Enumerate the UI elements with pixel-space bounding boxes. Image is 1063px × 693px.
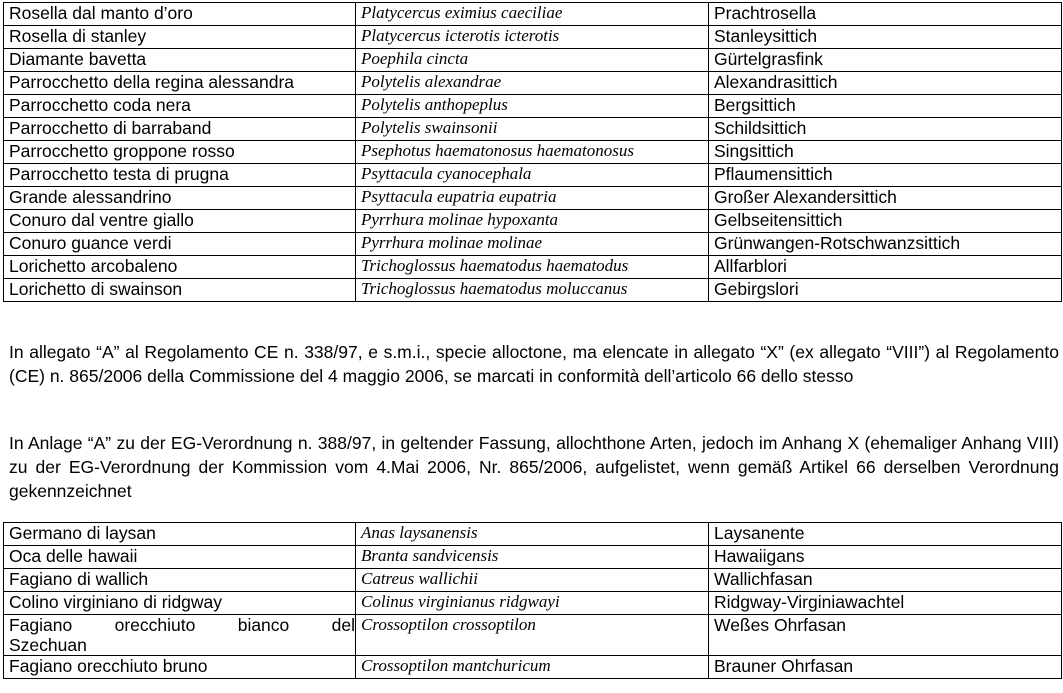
table-row <box>4 26 1062 49</box>
italian-name-cell: Parrocchetto coda nera <box>4 95 356 118</box>
table-row <box>4 141 1062 164</box>
german-name-cell: Allfarblori <box>709 256 1062 279</box>
german-name-cell: Brauner Ohrfasan <box>709 656 1062 679</box>
table-row <box>4 72 1062 95</box>
german-name-cell: Laysanente <box>709 523 1062 546</box>
scientific-name-cell: Psyttacula cyanocephala <box>356 164 709 187</box>
species-table-2 <box>3 522 1062 679</box>
scientific-name-cell: Trichoglossus haematodus moluccanus <box>356 279 709 302</box>
italian-name-cell: Grande alessandrino <box>4 187 356 210</box>
italian-name-cell: Oca delle hawaii <box>4 546 356 569</box>
table-row <box>4 615 1062 656</box>
german-name-cell: Gelbseitensittich <box>709 210 1062 233</box>
italian-name-cell: Colino virginiano di ridgway <box>4 592 356 615</box>
scientific-name-cell: Poephila cincta <box>356 49 709 72</box>
table-row <box>4 523 1062 546</box>
italian-name-cell <box>4 615 356 656</box>
table-row <box>4 546 1062 569</box>
scientific-name-cell: Crossoptilon crossoptilon <box>356 615 709 656</box>
scientific-name-cell: Psephotus haematonosus haematonosus <box>356 141 709 164</box>
italian-name-cell: Fagiano orecchiuto bruno <box>4 656 356 679</box>
scientific-name-cell: Trichoglossus haematodus haematodus <box>356 256 709 279</box>
table-row <box>4 210 1062 233</box>
table-row <box>4 569 1062 592</box>
table-row <box>4 49 1062 72</box>
italian-name-cell: Parrocchetto della regina alessandra <box>4 72 356 95</box>
italian-name-cell: Lorichetto arcobaleno <box>4 256 356 279</box>
scientific-name-cell: Polytelis swainsonii <box>356 118 709 141</box>
italian-name-cell: Parrocchetto testa di prugna <box>4 164 356 187</box>
german-name-cell: Pflaumensittich <box>709 164 1062 187</box>
scientific-name-cell: Platycercus eximius caeciliae <box>356 3 709 26</box>
table-row <box>4 233 1062 256</box>
german-name-cell: Grünwangen-Rotschwanzsittich <box>709 233 1062 256</box>
german-name-cell: Schildsittich <box>709 118 1062 141</box>
german-name-cell: Stanleysittich <box>709 26 1062 49</box>
german-annex-paragraph: In Anlage “A” zu der EG-Verordnung n. 388/97, in geltender Fassung, allochthone Arten, jedoch im Anhang X (ehemaliger Anhang VIII) zu der EG-Verordnung der Kommission vom 4.Mai 2006, Nr. 865/2006, aufgelistet, wenn gemäß Artikel 66 derselben Verordnung gekennzeichnet <box>9 433 1059 501</box>
scientific-name-cell: Colinus virginianus ridgwayi <box>356 592 709 615</box>
italian-name-cell: Fagiano di wallich <box>4 569 356 592</box>
italian-name-cell: Rosella di stanley <box>4 26 356 49</box>
scientific-name-cell: Anas laysanensis <box>356 523 709 546</box>
italian-name-line-1: Fagiano orecchiuto bianco del <box>9 615 355 635</box>
scientific-name-cell: Psyttacula eupatria eupatria <box>356 187 709 210</box>
scientific-name-cell: Catreus wallichii <box>356 569 709 592</box>
table-row <box>4 118 1062 141</box>
italian-name-cell: Rosella dal manto d’oro <box>4 3 356 26</box>
german-name-cell: Wallichfasan <box>709 569 1062 592</box>
scientific-name-cell: Platycercus icterotis icterotis <box>356 26 709 49</box>
table-row <box>4 592 1062 615</box>
table-row <box>4 164 1062 187</box>
table-row <box>4 656 1062 679</box>
table-row <box>4 279 1062 302</box>
table-row <box>4 3 1062 26</box>
german-name-cell: Bergsittich <box>709 95 1062 118</box>
scientific-name-cell: Pyrrhura molinae molinae <box>356 233 709 256</box>
italian-name-cell: Conuro dal ventre giallo <box>4 210 356 233</box>
german-name-cell: Gürtelgrasfink <box>709 49 1062 72</box>
german-name-cell: Gebirgslori <box>709 279 1062 302</box>
german-name-cell: Singsittich <box>709 141 1062 164</box>
scientific-name-cell: Pyrrhura molinae hypoxanta <box>356 210 709 233</box>
italian-name-line-2: Szechuan <box>9 635 87 655</box>
species-table-1 <box>3 2 1062 302</box>
italian-name-cell: Diamante bavetta <box>4 49 356 72</box>
german-name-cell: Ridgway-Virginiawachtel <box>709 592 1062 615</box>
table-row <box>4 187 1062 210</box>
table-row <box>4 256 1062 279</box>
scientific-name-cell: Polytelis alexandrae <box>356 72 709 95</box>
german-name-cell: Großer Alexandersittich <box>709 187 1062 210</box>
scientific-name-cell: Branta sandvicensis <box>356 546 709 569</box>
german-name-cell: Hawaiigans <box>709 546 1062 569</box>
italian-name-cell: Conuro guance verdi <box>4 233 356 256</box>
italian-name-cell: Germano di laysan <box>4 523 356 546</box>
scientific-name-cell: Polytelis anthopeplus <box>356 95 709 118</box>
table-row <box>4 95 1062 118</box>
italian-name-cell: Parrocchetto di barraband <box>4 118 356 141</box>
scientific-name-cell: Crossoptilon mantchuricum <box>356 656 709 679</box>
italian-annex-paragraph: In allegato “A” al Regolamento CE n. 338/97, e s.m.i., specie alloctone, ma elencate in allegato “X” (ex allegato “VIII”) al Regolamento (CE) n. 865/2006 della Commissione del 4 maggio 2006, se marcati in conformità dell’articolo 66 dello stesso <box>9 342 1059 386</box>
italian-name-cell: Lorichetto di swainson <box>4 279 356 302</box>
german-name-cell: Weßes Ohrfasan <box>709 615 1062 656</box>
german-name-cell: Prachtrosella <box>709 3 1062 26</box>
italian-name-cell: Parrocchetto groppone rosso <box>4 141 356 164</box>
german-name-cell: Alexandrasittich <box>709 72 1062 95</box>
